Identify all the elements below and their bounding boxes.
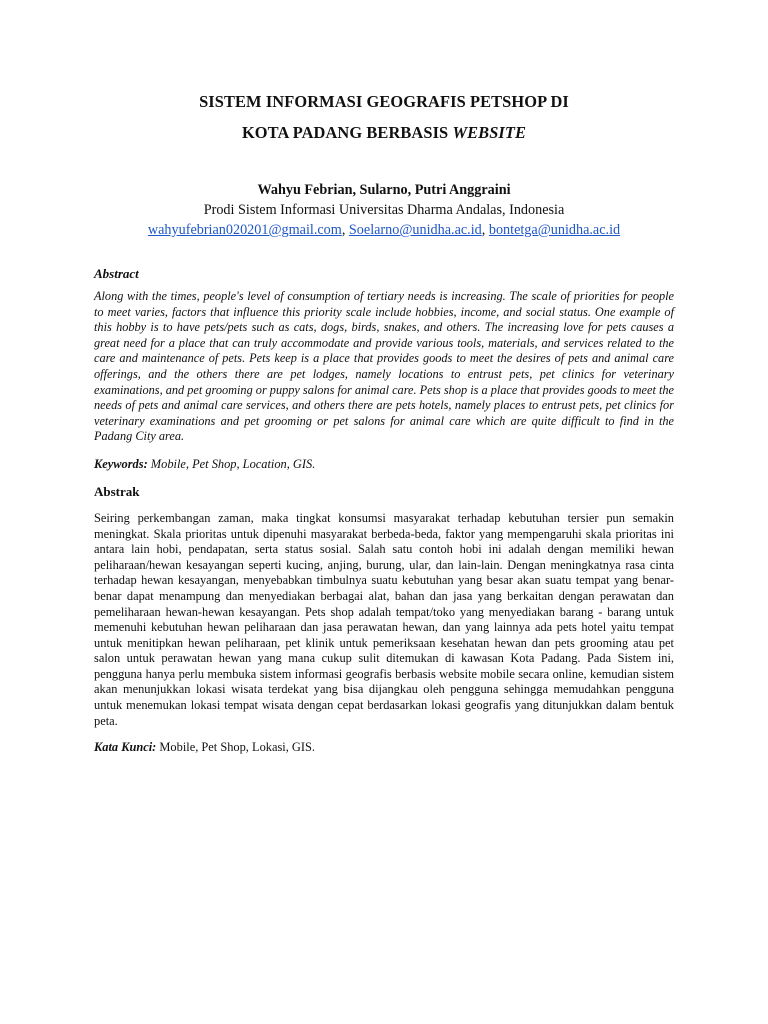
paper-title: [94, 86, 674, 148]
keywords-line: [94, 456, 674, 472]
author-list: Wahyu Febrian, Sularno, Putri Anggraini: [257, 182, 511, 198]
email-link-3[interactable]: bontetga@unidha.ac.id: [488, 222, 621, 238]
title-line-2-italic: WEBSITE: [452, 123, 527, 142]
title-line-2: KOTA PADANG BERBASIS: [241, 123, 453, 142]
keywords-label: Keywords:: [94, 456, 148, 471]
email-list: [94, 220, 674, 240]
title-line-1: SISTEM INFORMASI GEOGRAFIS PETSHOP DI: [199, 92, 569, 111]
email-link-2[interactable]: Soelarno@unidha.ac.id: [348, 222, 482, 238]
email-separator: ,: [481, 222, 489, 238]
affiliation: Prodi Sistem Informasi Universitas Dharma Andalas, Indonesia: [203, 202, 565, 218]
abstrak-text: Seiring perkembangan zaman, maka tingkat konsumsi masyarakat terhadap kebutuhan tersier pun semakin meningkat. Skala prioritas untuk dipenuhi masyarakat berbeda-beda, faktor yang mempengaruhi skala prioritas ini antara lain hobi, pendapatan, serta status sosial. Salah satu contoh hobi ini adalah dengan memiliki hewan peliharaan/hewan kesayangan seperti kucing, anjing, burung, ular, dan lain-lain. Dengan meningkatnya rasa cinta terhadap hewan kesayangan, menyebabkan timbulnya suatu kebutuhan yang besar akan suatu tempat yang benar-benar dapat menampung dan menyediakan berbagai alat, bahan dan jasa yang berkaitan dengan perawatan dan pemeliharaan hewan-hewan kesayangan. Pets shop adalah tempat/toko yang menyediakan barang - barang untuk memenuhi kebutuhan hewan peliharaan dan jasa perawatan hewan, dan yang lainnya ada pets hotel yaitu tempat untuk menitipkan hewan peliharaan, pet klinik untuk pemeriksaan kesehatan hewan dan pets grooming atau pet salon untuk perawatan hewan yang mana cukup sulit ditemukan di kawasan Kota Padang. Pada Sistem ini, pengguna hanya perlu membuka sistem informasi geografis berbasis website mobile secara online, kemudian sistem akan menunjukkan lokasi wisata terdekat yang bisa dijangkau oleh pengguna sehingga memudahkan pengguna untuk menemukan lokasi tempat wisata dengan cepat berdasarkan lokasi geografis yang ditunjukkan dalam bentuk peta.: [94, 510, 674, 728]
abstrak-heading: Abstrak: [94, 483, 140, 499]
email-separator: ,: [341, 222, 349, 238]
abstract-text: Along with the times, people's level of consumption of tertiary needs is increasing. The scale of priorities for people to meet varies, factors that influence this priority scale include hobbies, income, and social status. One example of this hobby is to have pets/pets such as cats, dogs, birds, snakes, and others. The increasing love for pets causes a great need for a place that can truly accommodate and provide various tools, materials, and services related to the care and maintenance of pets. Pets keep is a place that provides goods to meet the desires of pets and animal care offerings, and the others there are pet lodges, namely locations to entrust pets, pet clinics for veterinary examinations, and pet grooming or puppy salons for animal care. Pets shop is a place that provides goods to meet the needs of pets and animal care services, and others there are pets hotels, namely places to entrust pets, pet clinics for veterinary examinations and pet grooming or pet salons for animal care which are quite difficult to find in the Padang City area.: [94, 289, 674, 444]
keywords-values: Mobile, Pet Shop, Location, GIS.: [147, 456, 316, 471]
kata-kunci-line: [94, 739, 674, 755]
email-link-1[interactable]: wahyufebrian020201@gmail.com: [147, 222, 342, 238]
abstract-heading: Abstract: [94, 266, 139, 281]
kata-kunci-values: Mobile, Pet Shop, Lokasi, GIS.: [156, 740, 315, 755]
kata-kunci-label: Kata Kunci:: [94, 740, 157, 755]
